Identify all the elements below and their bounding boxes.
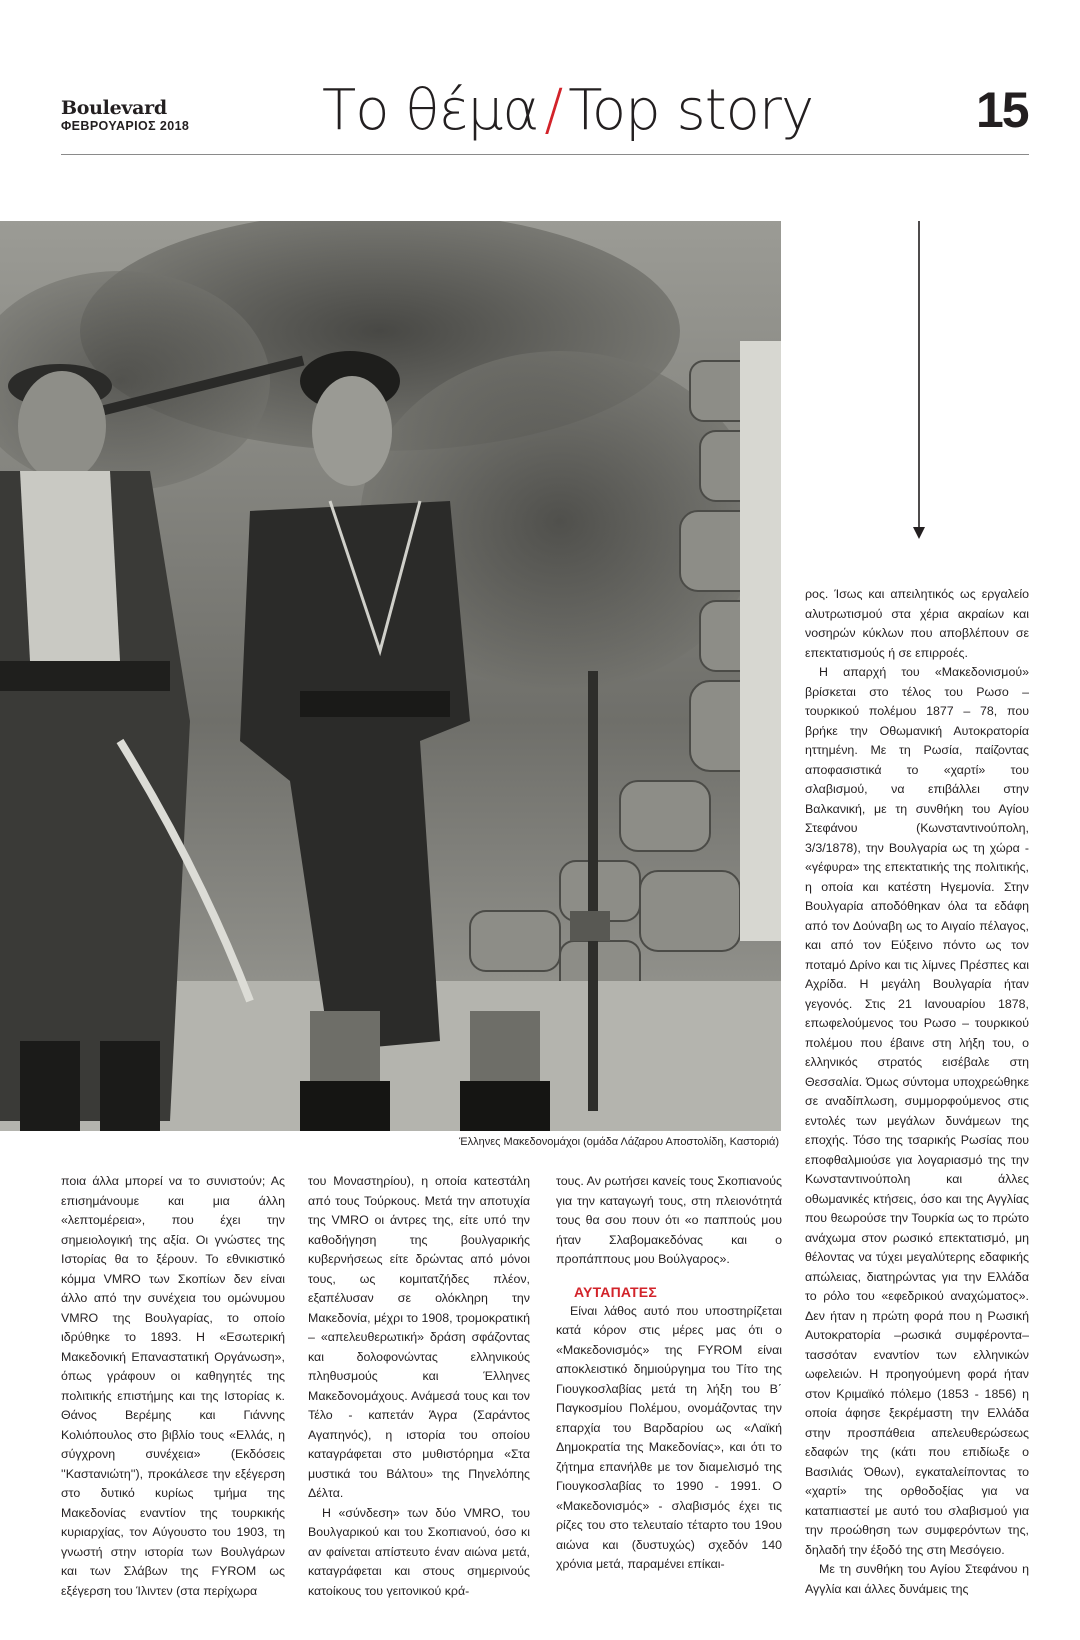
issue-date: ΦΕΒΡΟΥΑΡΙΟΣ 2018 — [61, 119, 190, 133]
section-title — [322, 76, 813, 146]
article-paragraph: τους. Αν ρωτήσει κανείς τους Σκοπιανούς για την καταγωγή τους, στη πλειονότητά τους θα σου πουν ότι «ο παππούς μου ήταν Σλαβομακεδόνας και ο προπάππους μου Βούλγαρος». — [556, 1174, 782, 1266]
masthead — [61, 99, 221, 134]
section-title-greek: Το θέμα — [322, 78, 539, 143]
article-paragraph: Με τη συνθήκη του Αγίου Στεφάνου η Αγγλία και άλλες δυνάμεις της — [805, 1562, 1029, 1596]
article-paragraph: του Μοναστηρίου), η οποία κατεστάλη από τους Τούρκους. Μετά την αποτυχία της VMRO οι άντρες της, είτε υπό την καθοδήγηση της βουλγαρικής κυβερνήσεως είτε δρώντας από μόνοι τους, ως κομιτατζήδες πλέον, εξαπέλυσαν σε ολόκληρη την Μακεδονία, μέχρι το 1908, τρομοκρατική – «απελευθερωτική» δράση σφάζοντας και δολοφονώντας ελληνικούς πληθυσμούς και Έλληνες Μακεδονομάχους. Ανάμεσά τους και τον Τέλο - καπετάν Άγρα (Σαράντος Αγαπηνός), η ιστορία του οποίου καταγράφεται στο μυθιστόρημα «Στα μυστικά του Βάλτου» της Πηνελόπης Δέλτα. — [308, 1174, 530, 1500]
arrow-down-icon — [910, 221, 928, 541]
article-column-1 — [61, 1172, 285, 1601]
subheading: ΑΥΤΑΠΑΤΕΣ — [574, 1283, 657, 1300]
feature-photo-illustration — [0, 221, 781, 1131]
feature-photo — [0, 221, 781, 1131]
photo-caption: Έλληνες Μακεδονομάχοι (ομάδα Λάζαρου Αποστολίδη, Καστοριά) — [459, 1136, 779, 1148]
article-paragraph: ρος. Ίσως και απειλητικός ως εργαλείο αλυτρωτισμού στα χέρια ακραίων και νοσηρών κύκλων που αποβλέπουν σε επεκτατισμούς ή σε επιρροές. — [805, 587, 1029, 660]
article-paragraph: Η απαρχή του «Μακεδονισμού» βρίσκεται στο τέλος του Ρωσο – τουρκικού πολέμου 1877 – 78, που βρήκε την Οθωμανική Αυτοκρατορία ηττημένη. Με τη Ρωσία, παίζοντας αποφασιστικά το «χαρτί» του σλαβισμού, να επιβάλλει στην Βαλκανική, με τη συνθήκη του Αγίου Στεφάνου (Κωνσταντινούπολη, 3/3/1878), την Βουλγαρία ως τη χώρα - «γέφυρα» της επεκτατικής της πολιτικής, η οποία και κατέστη Ηγεμονία. Στην Βουλγαρία αποδόθηκαν όλα τα εδάφη από τον Δούναβη ως το Αιγαίο πέλαγος, και από τον Εύξεινο πόντο ως τον ποταμό Δρίνο και τις λίμνες Πρέσπες και Αχρίδα. Η μεγάλη Βουλγαρία ήταν γεγονός. Στις 21 Ιανουαρίου 1878, επωφελούμενος του Ρωσο – τουρκικού πολέμου που έβαινε στη λήξη του, ο ελληνικός στρατός εισέβαλε στη Θεσσαλία. Όμως σύντομα υποχρεώθηκε σε αναδίπλωση, συμμορφούμενος στις εντολές των μεγάλων δυνάμεων της εποχής. Τόσο της τσαρικής Ρωσίας που εποφθαλμιούσε για λογαριασμό της την Κωνσταντινούπολη και άλλες οθωμανικές κτήσεις, όσο και της Αγγλίας που θεωρούσε την Τουρκία ως το πρώτο ανάχωμα στον ρωσικό επεκτατισμό, μη θέλοντας να τύχει μεγαλύτερης εδαφικής απώλειας, διατηρώντας για την Ελλάδα το ρόλο του «εφεδρικού αναχώματος». Δεν ήταν η πρώτη φορά που η Ρωσική Αυτοκρατορία –ρωσικά συμφέροντα– τασσόταν εναντίον των ελληνικών ωφελειών. Η προηγούμενη φορά ήταν στον Κριμαϊκό πόλεμο (1853 - 1856) η οποία άφησε ξεκρέμαστη την Ελλάδα στην προσπάθεια απελευθερώσεως εδαφών της (κάτι που επιδίωξε ο Βασιλιάς Όθων), εγκαταλείποντας το «χαρτί» της ορθοδοξίας για να καταπιαστεί με αυτό του σλαβισμού για την προώθηση των συμφερόντων της, δηλαδή την έξοδό της στη Μεσόγειο. — [805, 665, 1029, 1557]
section-title-english: Top story — [568, 78, 814, 143]
article-paragraph: ποια άλλα μπορεί να το συνιστούν; Ας επισημάνουμε και μια άλλη «λεπτομέρεια», που έχει την σημειολογική της αξία. Οι γνώστες της Ιστορίας θα το ξέρουν. Το εθνικιστικό κόμμα VMRO των Σκοπίων δεν είναι άλλο από την συνέχεια του ομώνυμου VMRO της Βουλγαρίας, το οποίο ιδρύθηκε το 1893. Η «Εσωτερική Μακεδονική Επαναστατική Οργάνωση», όπως γράφουν οι καθηγητές της πολιτικής επιστήμης και της Ιστορίας κ. Θάνος Βερέμης και Γιάννης Κολιόπουλος στο βιβλίο τους «Ελλάς, η σύγχρονη συνέχεια» (Εκδόσεις ''Καστανιώτη''), προκάλεσε την εξέγερση στο δυτικό κυρίως τμήμα της Μακεδονίας εναντίον της τουρκικής κυριαρχίας, τον Αύγουστο του 1903, τη γνωστή στην ιστορία των Βουλγάρων και των Σλάβων της FYROM ως εξέγερση του Ίλιντεν (στα περίχωρα — [61, 1174, 285, 1598]
article-column-4 — [805, 585, 1029, 1599]
article-paragraph: Είναι λάθος αυτό που υποστηρίζεται κατά κόρον στις μέρες μας ότι ο «Μακεδονισμός» της FYROM είναι αποκλειστικό δημιούργημα του Τίτο της Γιουγκοσλαβίας μετά τη λήξη του Β΄ Παγκοσμίου Πολέμου, ονομάζοντας την επαρχία του Βαρδαρίου ως «Λαϊκή Δημοκρατία της Μακεδονίας», και ότι το ζήτημα επανήλθε με τον διαμελισμό της Γιουγκοσλαβίας το 1990 - 1991. Ο «Μακεδονισμός» - σλαβισμός έχει τις ρίζες του στο τελευταίο τέταρτο του 19ου αιώνα και (δυστυχώς) σχεδόν 140 χρόνια μετά, παραμένει επίκαι- — [556, 1303, 782, 1571]
article-column-2 — [308, 1172, 530, 1601]
page-number: 15 — [976, 82, 1028, 138]
article-column-3 — [556, 1172, 782, 1575]
article-paragraph: Η «σύνδεση» των δύο VMRO, του Βουλγαρικού και του Σκοπιανού, όσο κι αν φαίνεται απίστευτο έναν αιώνα μετά, καταγράφεται και στους σημερινούς κατοίκους του γειτονικού κρά- — [308, 1505, 530, 1598]
section-title-separator: / — [544, 78, 563, 143]
header-rule — [61, 154, 1029, 155]
brand-logo: Boulevard — [61, 97, 167, 119]
